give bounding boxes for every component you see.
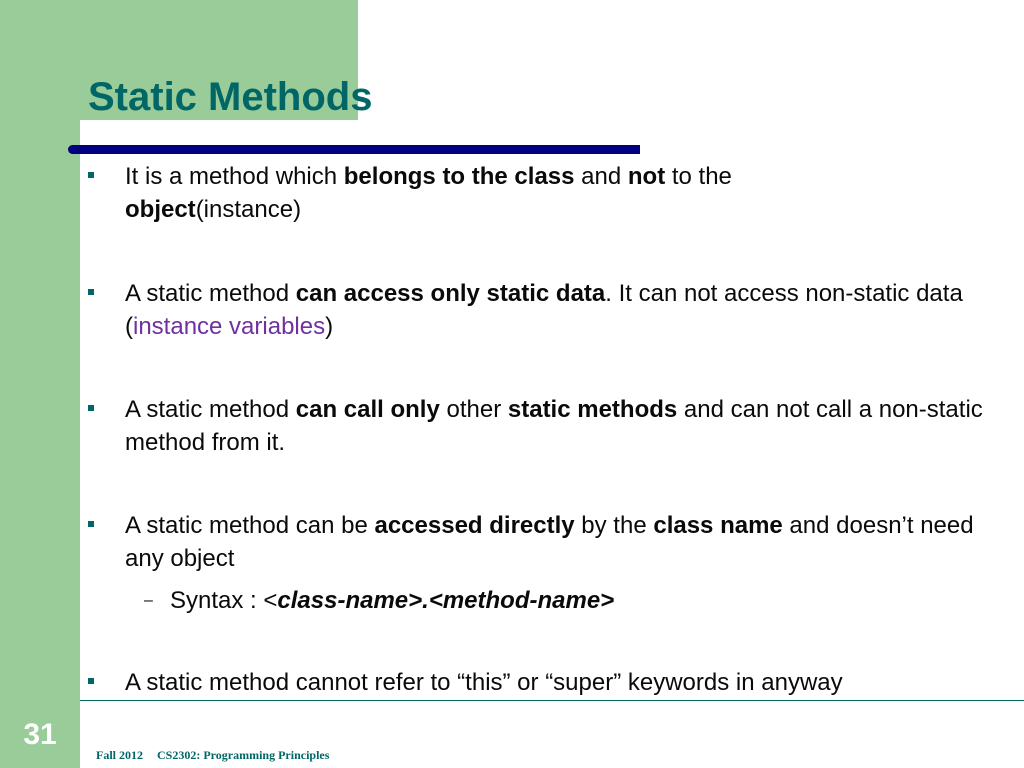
bullet-item-2 — [88, 277, 998, 343]
bullet-marker — [88, 172, 94, 178]
bullet-text: A static method can call only other static methods and can not call a non-static method from it. — [125, 396, 983, 456]
dash-marker: – — [144, 592, 153, 609]
bullet-text: A static method can be accessed directly by the class name and doesn’t need any object — [125, 512, 974, 572]
footer-divider — [80, 700, 1024, 701]
bullet-marker — [88, 521, 94, 527]
footer — [96, 748, 329, 763]
bullet-marker — [88, 678, 94, 684]
title-underline-bar — [68, 145, 640, 154]
bullet-item-4 — [88, 509, 998, 575]
footer-term: Fall 2012 — [96, 748, 143, 762]
slide-title: Static Methods — [88, 75, 373, 119]
bullet-marker — [88, 405, 94, 411]
syntax-sub-bullet — [144, 584, 614, 617]
bullet-item-1 — [88, 160, 998, 226]
bullet-text: A static method cannot refer to “this” or “super” keywords in anyway — [125, 669, 843, 696]
footer-course: CS2302: Programming Principles — [157, 748, 330, 762]
instance-variables-link[interactable]: instance variables — [133, 313, 326, 340]
bullet-text: It is a method which belongs to the class and not to the object(instance) — [125, 163, 732, 223]
bullet-marker — [88, 289, 94, 295]
bullet-item-3 — [88, 393, 998, 459]
syntax-code: class-name>.<method-name> — [277, 587, 615, 614]
bullet-text: A static method can access only static data. It can not access non-static data (instance variables) — [125, 280, 963, 340]
bullet-item-5 — [88, 666, 998, 699]
left-green-band — [0, 0, 80, 768]
syntax-label: Syntax : < — [170, 587, 278, 614]
slide-number: 31 — [23, 718, 57, 751]
